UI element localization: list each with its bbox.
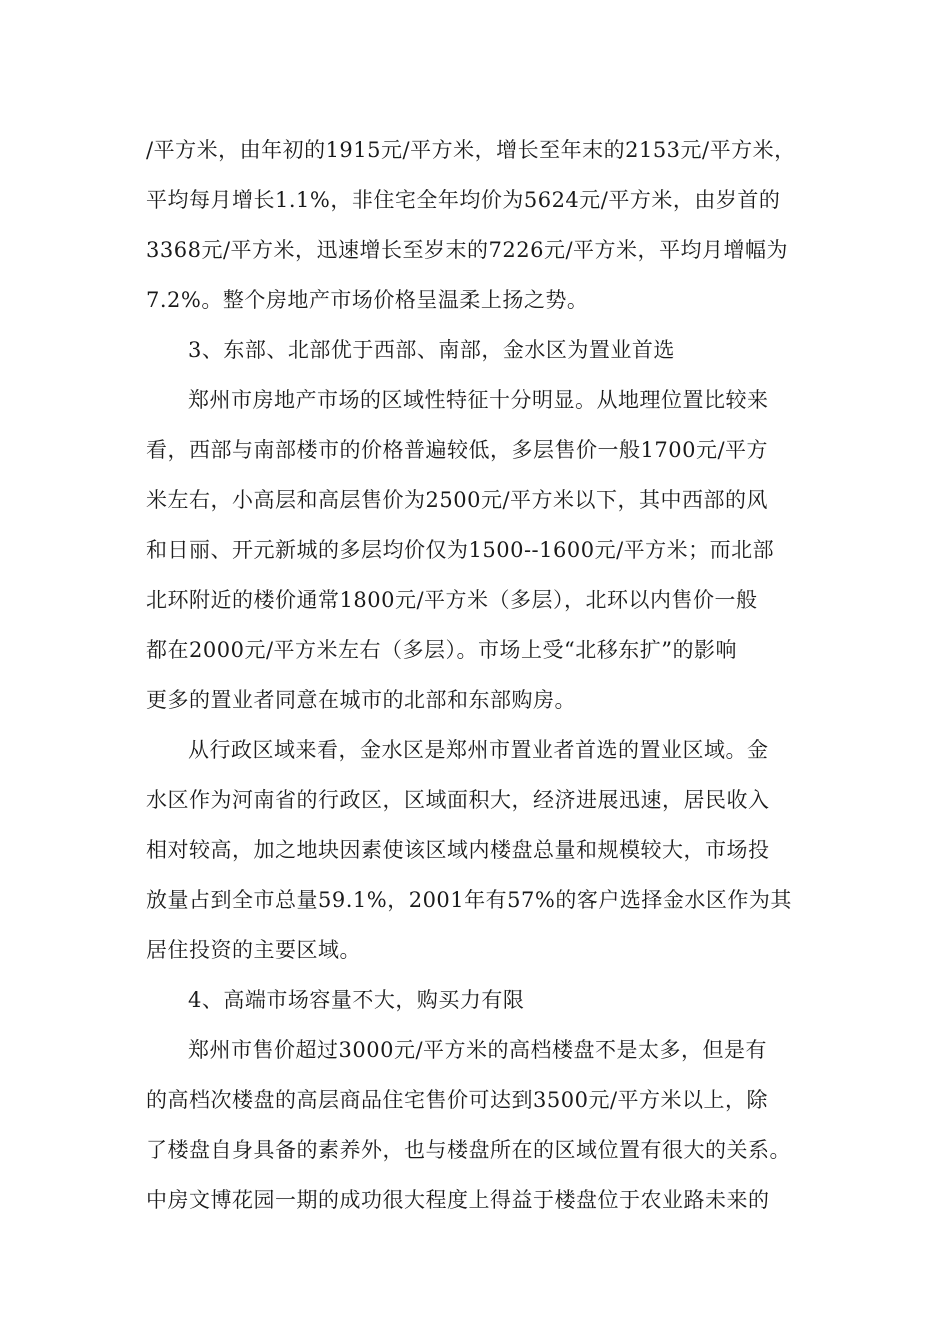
- text-line: 看，西部与南部楼市的价格普遍较低，多层售价一般1700元/平方: [146, 438, 769, 462]
- text-line: 都在2000元/平方米左右（多层）。市场上受“北移东扩”的影响: [146, 638, 737, 662]
- text-line: /平方米，由年初的1915元/平方米，增长至年末的2153元/平方米，: [146, 138, 796, 162]
- section-heading: 4、高端市场容量不大，购买力有限: [188, 988, 525, 1012]
- text-line: 郑州市售价超过3000元/平方米的高档楼盘不是太多，但是有: [188, 1038, 768, 1062]
- text-line: 更多的置业者同意在城市的北部和东部购房。: [146, 688, 576, 712]
- text-line: 和日丽、开元新城的多层均价仅为1500--1600元/平方米；而北部: [146, 538, 775, 562]
- section-heading: 3、东部、北部优于西部、南部，金水区为置业首选: [188, 338, 675, 362]
- text-line: 水区作为河南省的行政区，区域面积大，经济进展迅速，居民收入: [146, 788, 770, 812]
- text-line: 居住投资的主要区域。: [146, 938, 361, 962]
- text-line: 3368元/平方米，迅速增长至岁末的7226元/平方米，平均月增幅为: [146, 238, 789, 262]
- text-line: 的高档次楼盘的高层商品住宅售价可达到3500元/平方米以上，除: [146, 1088, 769, 1112]
- text-line: 相对较高，加之地块因素使该区域内楼盘总量和规模较大，市场投: [146, 838, 770, 862]
- text-line: 北环附近的楼价通常1800元/平方米（多层），北环以内售价一般: [146, 588, 758, 612]
- text-line: 平均每月增长1.1%，非住宅全年均价为5624元/平方米，由岁首的: [146, 188, 781, 212]
- text-line: 了楼盘自身具备的素养外，也与楼盘所在的区域位置有很大的关系。: [146, 1138, 791, 1162]
- text-line: 7.2%。整个房地产市场价格呈温柔上扬之势。: [146, 288, 589, 312]
- text-line: 郑州市房地产市场的区域性特征十分明显。从地理位置比较来: [188, 388, 769, 412]
- text-line: 米左右，小高层和高层售价为2500元/平方米以下，其中西部的风: [146, 488, 769, 512]
- text-line: 从行政区域来看，金水区是郑州市置业者首选的置业区域。金: [188, 738, 769, 762]
- text-line: 放量占到全市总量59.1%，2001年有57%的客户选择金水区作为其: [146, 888, 792, 912]
- text-line: 中房文博花园一期的成功很大程度上得益于楼盘位于农业路未来的: [146, 1188, 770, 1212]
